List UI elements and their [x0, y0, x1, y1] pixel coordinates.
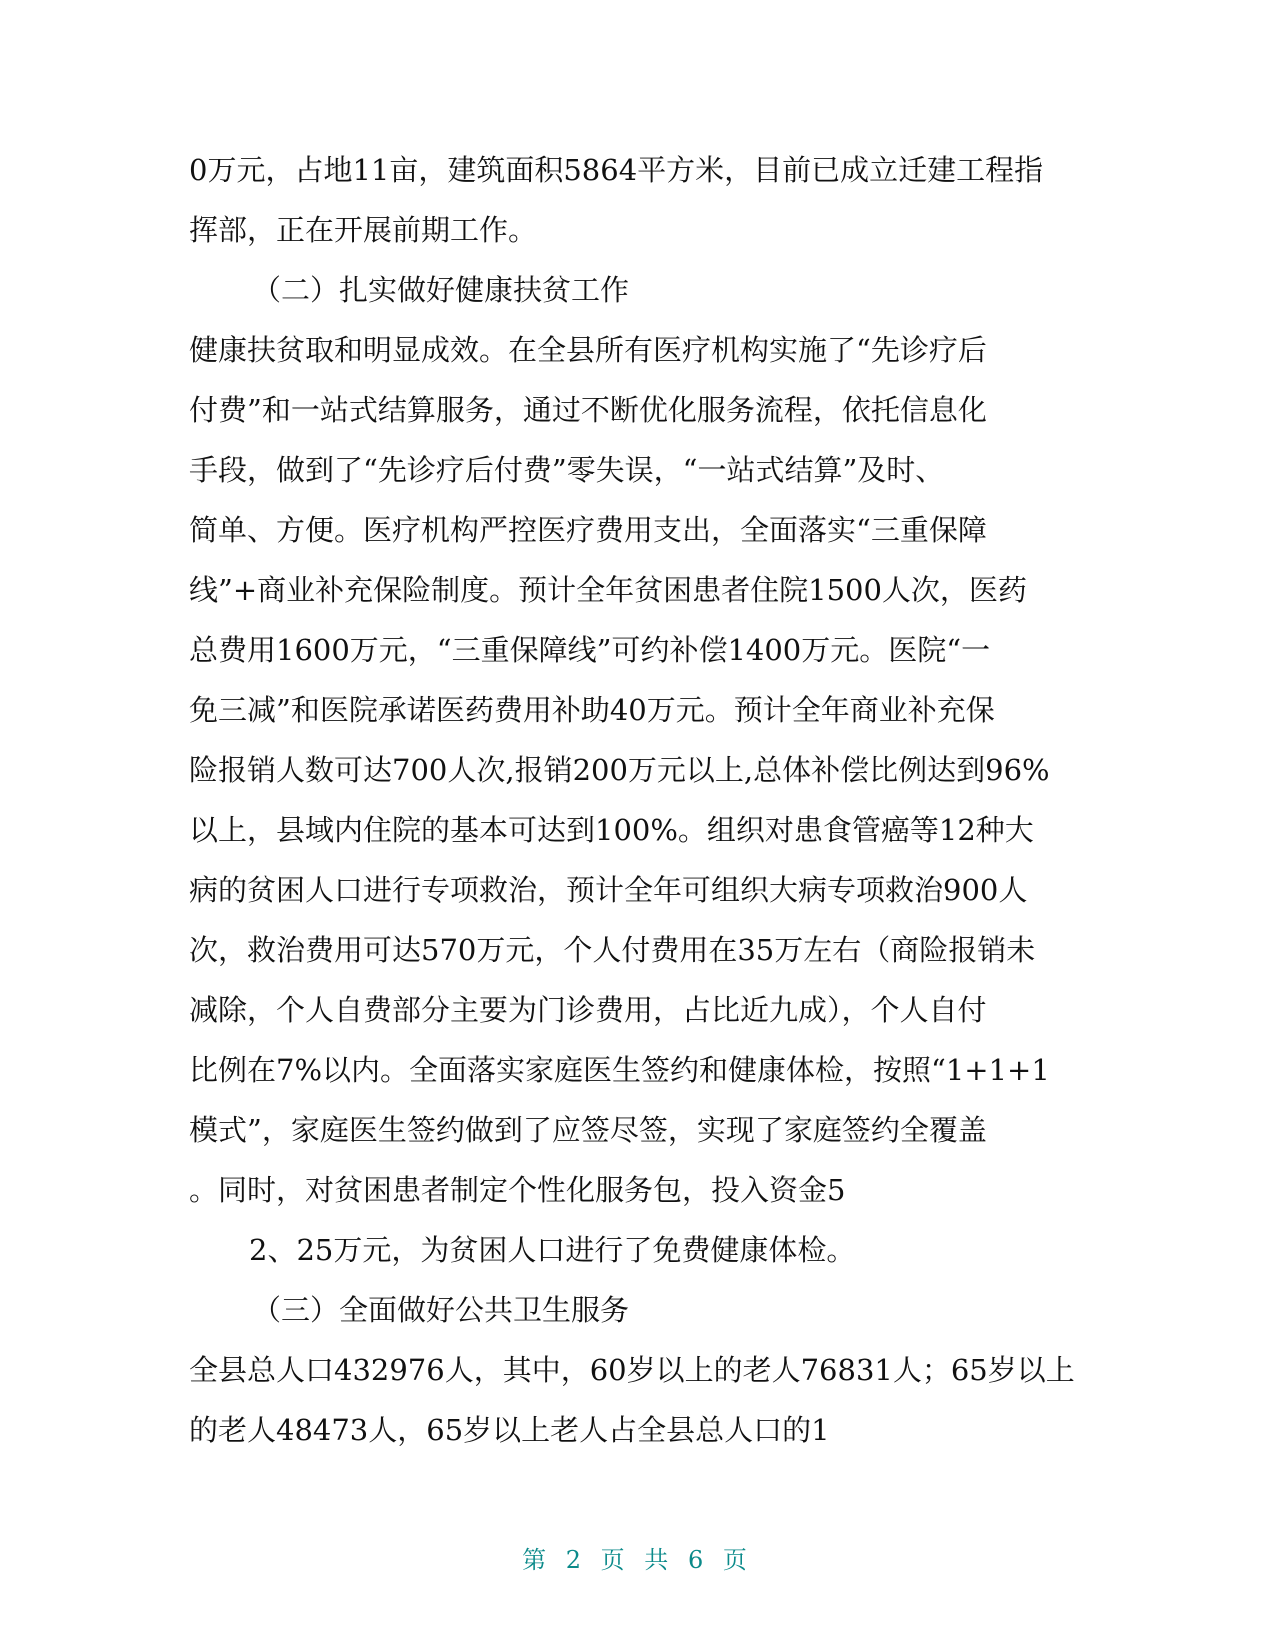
text-line: 比例在7%以内。全面落实家庭医生签约和健康体检，按照“1+1+1 — [189, 1053, 1050, 1087]
section-heading-3: （三）全面做好公共卫生服务 — [252, 1293, 630, 1327]
text-line: 的老人48473人，65岁以上老人占全县总人口的1 — [189, 1413, 830, 1447]
document-body — [189, 140, 1089, 1460]
section-heading-2: （二）扎实做好健康扶贫工作 — [252, 273, 630, 307]
text-line: 以上，县域内住院的基本可达到100%。组织对患食管癌等12种大 — [189, 813, 1034, 847]
text-line: 付费”和一站式结算服务，通过不断优化服务流程，依托信息化 — [189, 393, 987, 427]
text-line: 全县总人口432976人，其中，60岁以上的老人76831人；65岁以上 — [189, 1353, 1075, 1387]
text-line: 总费用1600万元，“三重保障线”可约补偿1400万元。医院“一 — [189, 633, 991, 667]
text-line: 手段，做到了“先诊疗后付费”零失误，“一站式结算”及时、 — [189, 453, 945, 487]
text-line: 次，救治费用可达570万元，个人付费用在35万左右（商险报销未 — [189, 933, 1036, 967]
text-line: 健康扶贫取和明显成效。在全县所有医疗机构实施了“先诊疗后 — [189, 333, 987, 367]
text-line: 免三减”和医院承诺医药费用补助40万元。预计全年商业补充保 — [189, 693, 995, 727]
text-line: 。同时，对贫困患者制定个性化服务包，投入资金5 — [189, 1173, 846, 1207]
text-line: 简单、方便。医疗机构严控医疗费用支出，全面落实“三重保障 — [189, 513, 987, 547]
text-line: 2、25万元，为贫困人口进行了免费健康体检。 — [249, 1233, 856, 1267]
text-line: 0万元，占地11亩，建筑面积5864平方米，目前已成立迁建工程指 — [189, 153, 1044, 187]
text-line: 模式”，家庭医生签约做到了应签尽签，实现了家庭签约全覆盖 — [189, 1113, 987, 1147]
text-line: 线”+商业补充保险制度。预计全年贫困患者住院1500人次，医药 — [189, 573, 1027, 607]
text-line: 挥部，正在开展前期工作。 — [189, 213, 538, 247]
text-line: 险报销人数可达700人次,报销200万元以上,总体补偿比例达到96% — [189, 753, 1050, 787]
text-line: 病的贫困人口进行专项救治，预计全年可组织大病专项救治900人 — [189, 873, 1028, 907]
text-line: 减除，个人自费部分主要为门诊费用，占比近九成），个人自付 — [189, 993, 987, 1027]
page-number-footer: 第 2 页 共 6 页 — [522, 1546, 753, 1574]
